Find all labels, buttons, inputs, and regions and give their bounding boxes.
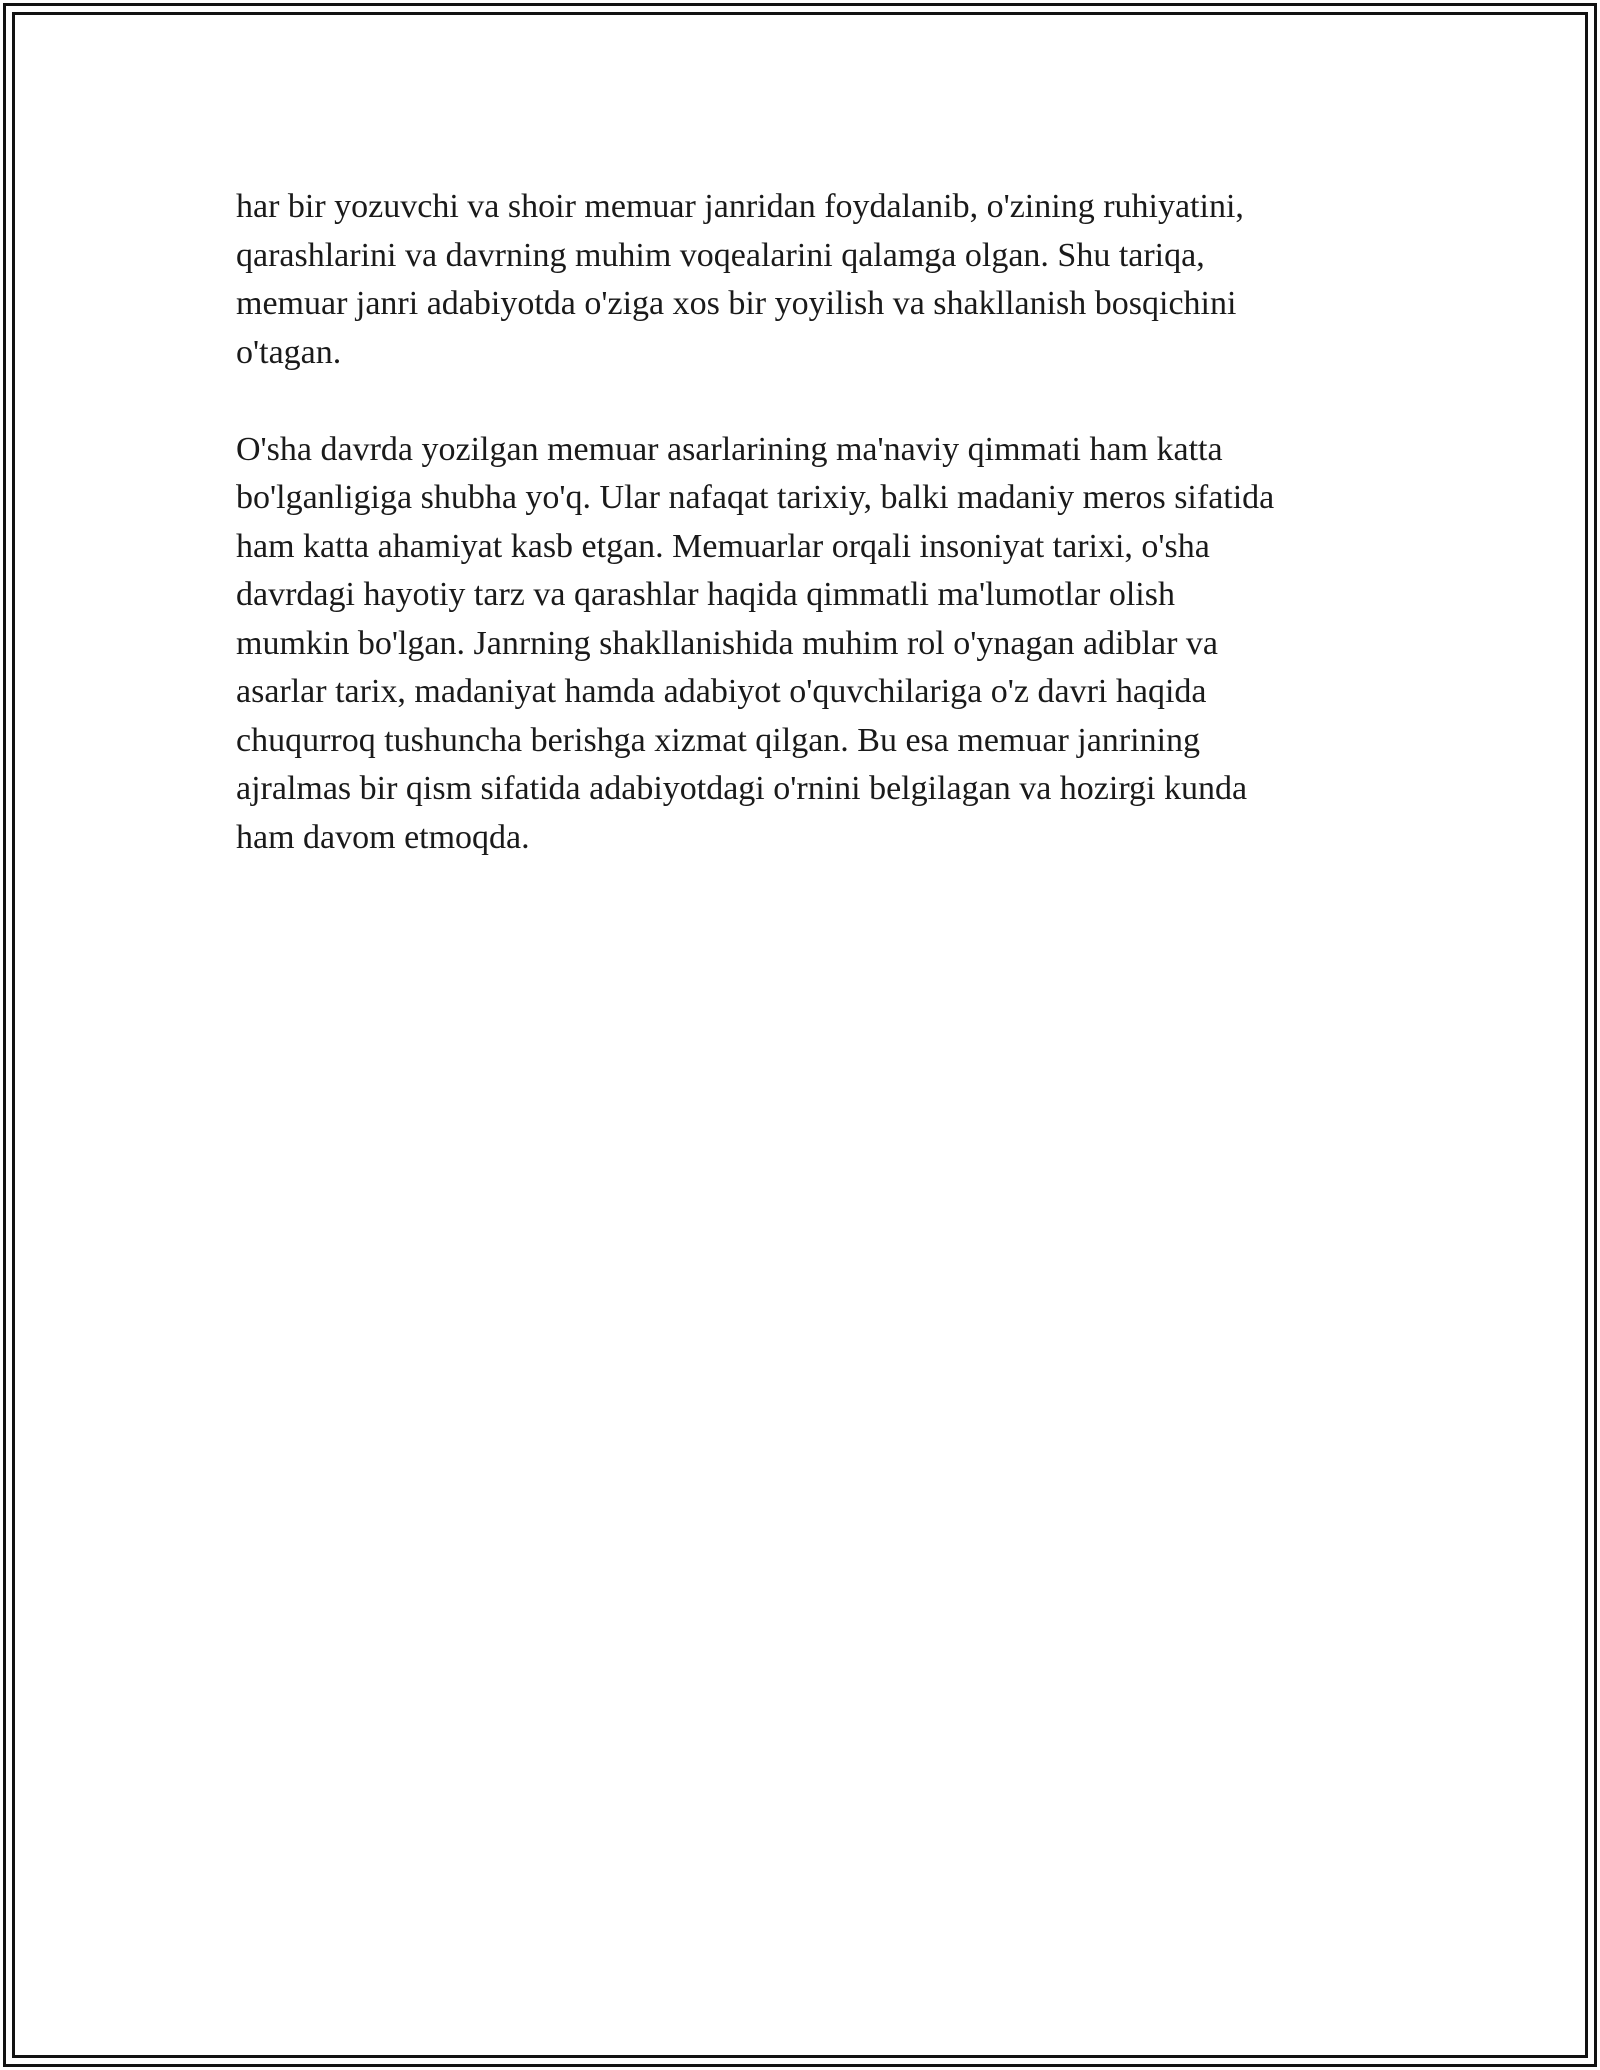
text-line: asarlar tarix, madaniyat hamda adabiyot o'quvchilariga o'z davri haqida [236, 673, 1207, 710]
text-line: o'tagan. [236, 333, 342, 371]
document-body [236, 183, 1376, 911]
text-line: O'sha davrda yozilgan memuar asarlarining ma'naviy qimmati ham katta [236, 430, 1223, 468]
text-line: bo'lganligiga shubha yo'q. Ular nafaqat tarixiy, balki madaniy meros sifatida [236, 479, 1275, 516]
text-line: memuar janri adabiyotda o'ziga xos bir yoyilish va shakllanish bosqichini [236, 285, 1237, 322]
paragraph-1 [236, 183, 1376, 377]
text-line: har bir yozuvchi va shoir memuar janridan foydalanib, o'zining ruhiyatini, [236, 188, 1244, 225]
text-line: ajralmas bir qism sifatida adabiyotdagi o'rnini belgilagan va hozirgi kunda [236, 770, 1248, 807]
text-line: mumkin bo'lgan. Janrning shakllanishida muhim rol o'ynagan adiblar va [236, 624, 1219, 662]
paragraph-2 [236, 426, 1376, 863]
text-line: ham katta ahamiyat kasb etgan. Memuarlar orqali insoniyat tarixi, o'sha [236, 527, 1210, 565]
text-line: ham davom etmoqda. [236, 818, 530, 856]
text-line: qarashlarini va davrning muhim voqealarini qalamga olgan. Shu tariqa, [236, 236, 1205, 274]
text-line: davrdagi hayotiy tarz va qarashlar haqida qimmatli ma'lumotlar olish [236, 576, 1175, 613]
text-line: chuqurroq tushuncha berishga xizmat qilgan. Bu esa memuar janrining [236, 721, 1201, 759]
